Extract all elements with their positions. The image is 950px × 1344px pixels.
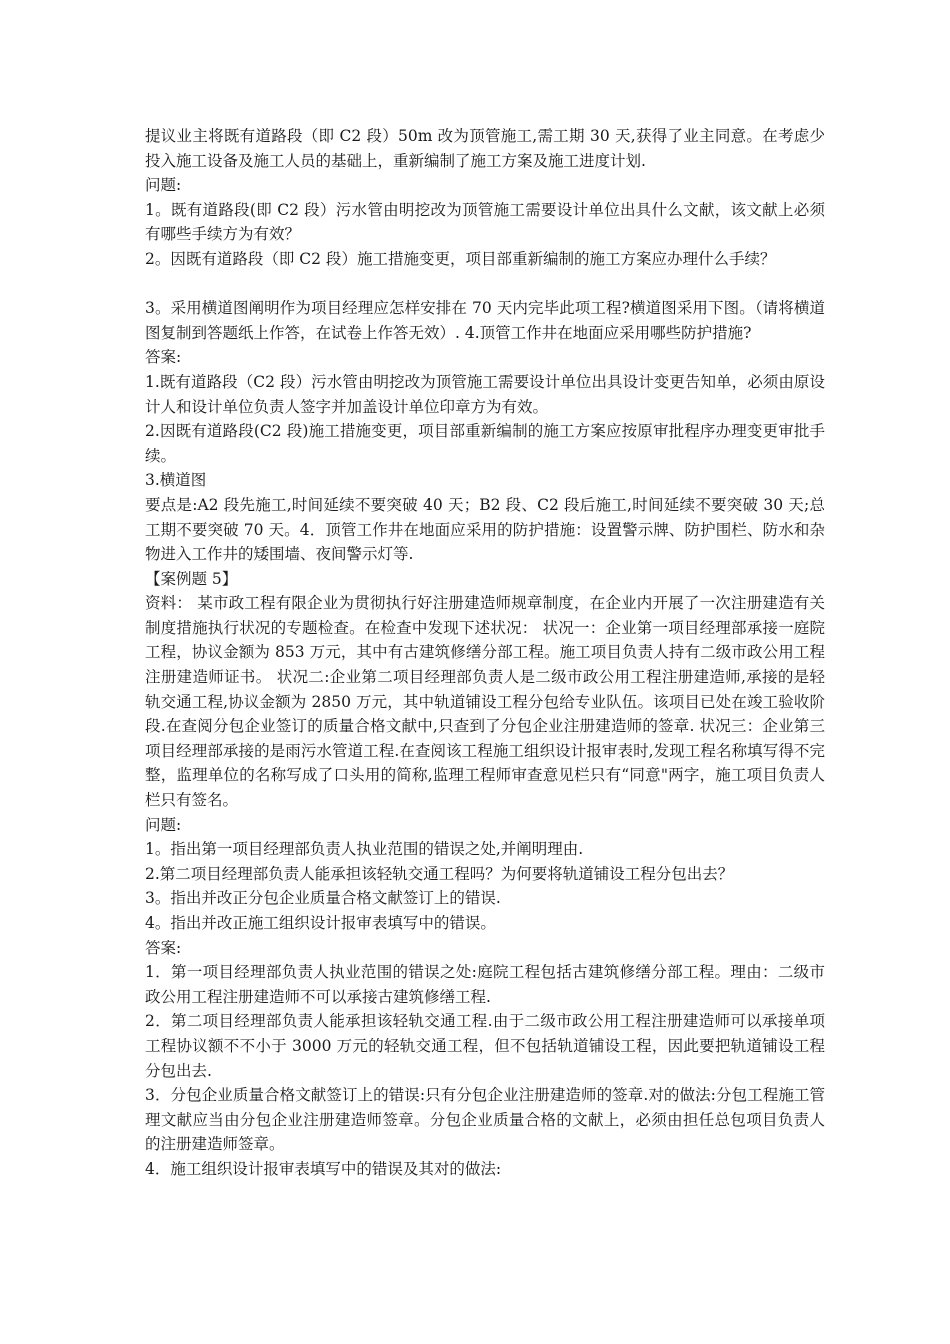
answer-3-4: 要点是:A2 段先施工,时间延续不要突破 40 天；B2 段、C2 段后施工,时间延续不要突破 30 天;总工期不要突破 70 天。4．顶管工作井在地面应采用的防护措施：设置警示牌、防护围栏、防水和杂物进入工作井的矮围墙、夜间警示灯等.: [145, 495, 825, 564]
case-question-4: 4。指出并改正施工组织设计报审表填写中的错误。: [145, 914, 496, 932]
case-material: 资料： 某市政工程有限企业为贯彻执行好注册建造师规章制度，在企业内开展了一次注册建造有关制度措施执行状况的专题检查。在检查中发现下述状况： 状况一：企业第一项目经理部承接一庭院工程，协议金额为 853 万元，其中有古建筑修缮分部工程。施工项目负责人持有二级市政公用工程注册建造师证书。 状况二:企业第二项目经理部负责人是二级市政公用工程注册建造师,承接的是轻轨交通工程,协议金额为 2850 万元，其中轨道铺设工程分包给专业队伍。该项目已处在竣工验收阶段.在查阅分包企业签订的质量合格文献中,只查到了分包企业注册建造师的签章. 状况三：企业第三项目经理部承接的是雨污水管道工程.在查阅该工程施工组织设计报审表时,发现工程名称填写得不完整，监理单位的名称写成了口头用的简称,监理工程师审查意见栏只有“同意"两字，施工项目负责人栏只有签名。: [145, 594, 825, 810]
document-body: [145, 124, 825, 1182]
question-3-4: 3。采用横道图阐明作为项目经理应怎样安排在 70 天内完毕此项工程?横道图采用下图。（请将横道图复制到答题纸上作答，在试卷上作答无效）. 4.顶管工作井在地面应采用哪些防护措施?: [145, 299, 825, 342]
question-heading: 问题:: [145, 176, 182, 195]
answer-2: 2.因既有道路段(C2 段)施工措施变更，项目部重新编制的施工方案应按原审批程序办理变更审批手续。: [145, 422, 825, 465]
answer-1: 1.既有道路段（C2 段）污水管由明挖改为顶管施工需要设计单位出具设计变更告知单，必须由原设计人和设计单位负责人签字并加盖设计单位印章方为有效。: [145, 372, 825, 416]
answer-heading: 答案:: [145, 348, 182, 367]
case-answer-1: 1．第一项目经理部负责人执业范围的错误之处:庭院工程包括古建筑修缮分部工程。理由：二级市政公用工程注册建造师不可以承接古建筑修缮工程.: [145, 963, 825, 1006]
answer-3-heading: 3.横道图: [145, 471, 207, 490]
question-1: 1。既有道路段(即 C2 段）污水管由明挖改为顶管施工需要设计单位出具什么文献，该文献上必须有哪些手续方为有效？: [145, 200, 825, 244]
case-answer-4: 4．施工组织设计报审表填写中的错误及其对的做法:: [145, 1159, 502, 1178]
case-answer-3: 3．分包企业质量合格文献签订上的错误:只有分包企业注册建造师的签章.对的做法:分包工程施工管理文献应当由分包企业注册建造师签章。分包企业质量合格的文献上，必须由担任总包项目负责人的注册建造师签章。: [145, 1086, 825, 1154]
case-title: 【案例题 5】: [145, 569, 238, 588]
case-question-1: 1。指出第一项目经理部负责人执业范围的错误之处,并阐明理由.: [145, 840, 584, 859]
question-2: 2。因既有道路段（即 C2 段）施工措施变更，项目部重新编制的施工方案应办理什么手续？: [145, 249, 776, 268]
answer-heading-2: 答案:: [145, 938, 182, 957]
case-question-2: 2.第二项目经理部负责人能承担该轻轨交通工程吗？为何要将轨道铺设工程分包出去？: [145, 864, 734, 883]
blank-line: [145, 272, 825, 297]
case-question-3: 3。指出并改正分包企业质量合格文献签订上的错误.: [145, 889, 501, 908]
question-heading-2: 问题:: [145, 815, 182, 834]
case-answer-2: 2．第二项目经理部负责人能承担该轻轨交通工程.由于二级市政公用工程注册建造师可以承接单项工程协议额不不小于 3000 万元的轻轨交通工程，但不包括轨道铺设工程，因此要把轨道铺设工程分包出去.: [145, 1012, 825, 1080]
intro-paragraph: 提议业主将既有道路段（即 C2 段）50m 改为顶管施工,需工期 30 天,获得了业主同意。在考虑少投入施工设备及施工人员的基础上，重新编制了施工方案及施工进度计划.: [145, 127, 825, 170]
